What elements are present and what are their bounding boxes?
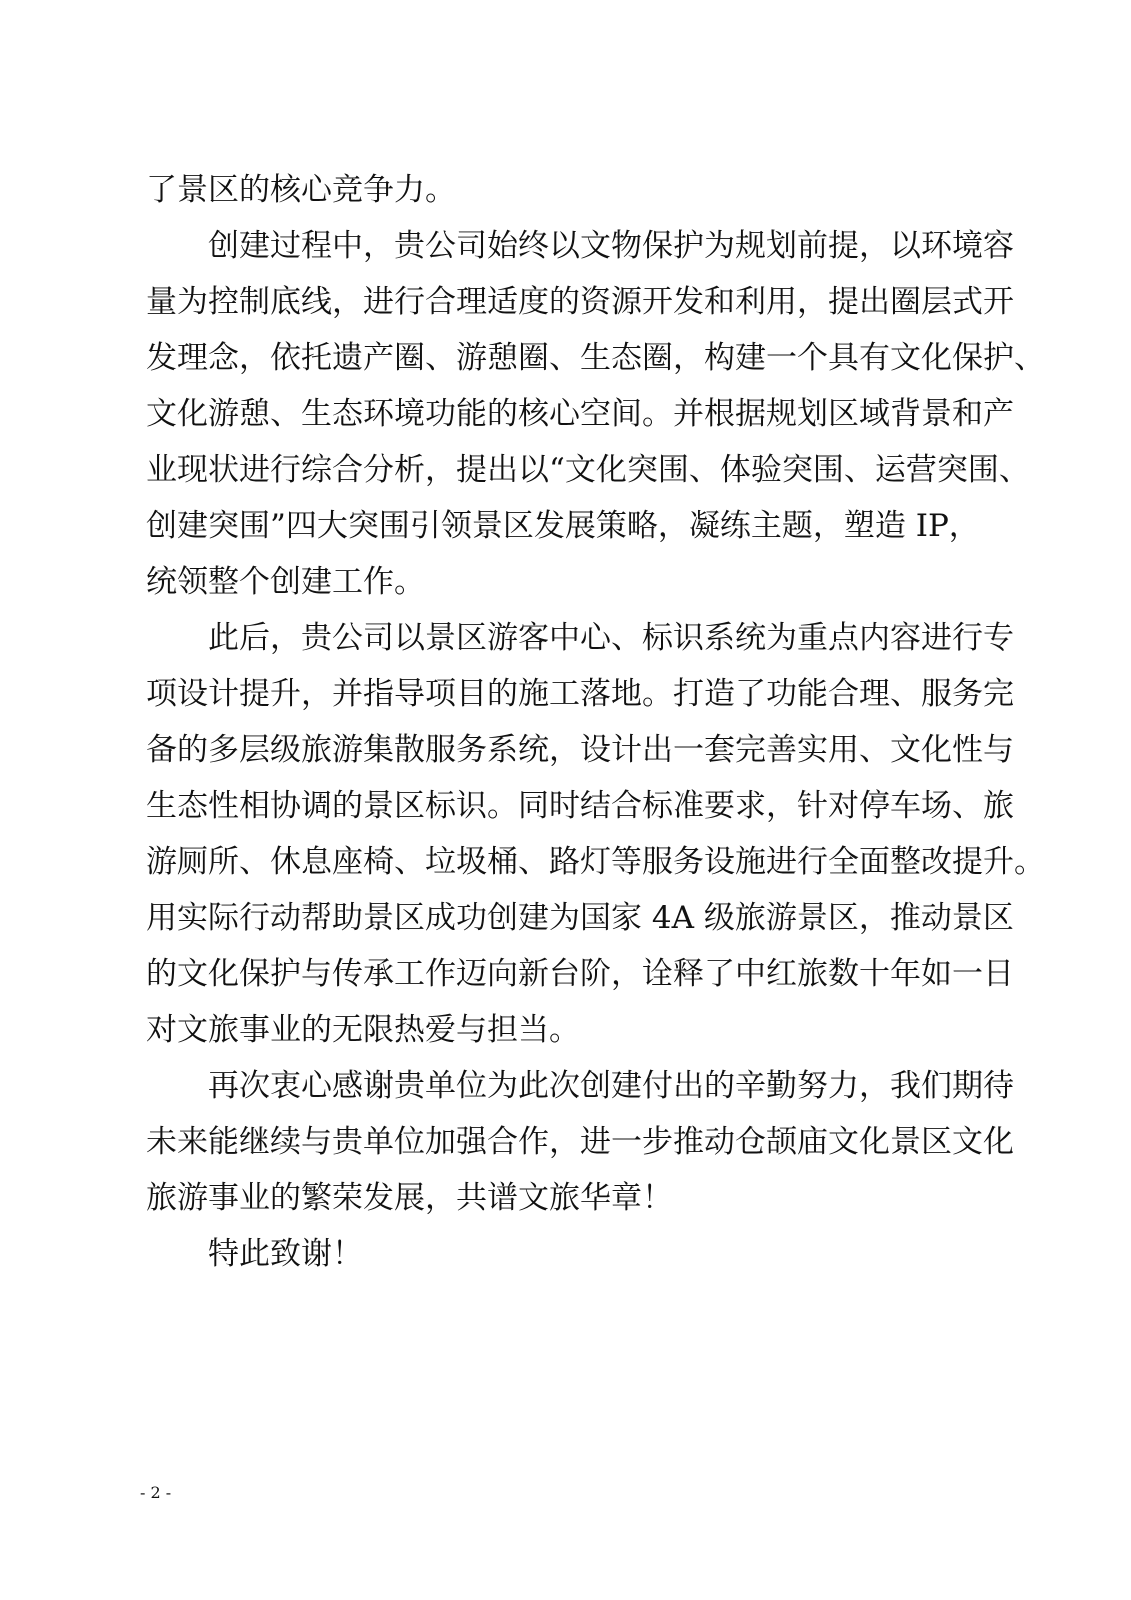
text-line: 业现状进行综合分析，提出以“文化突围、体验突围、运营突围、 — [146, 452, 1030, 488]
text-line: 生态性相协调的景区标识。同时结合标准要求，针对停车场、旅 — [146, 788, 1014, 824]
text-line: 文化游憩、生态环境功能的核心空间。并根据规划区域背景和产 — [146, 396, 1014, 432]
text-line: 创建过程中，贵公司始终以文物保护为规划前提，以环境容 — [208, 228, 1014, 264]
text-line: 对文旅事业的无限热爱与担当。 — [146, 1012, 580, 1048]
text-line: 旅游事业的繁荣发展，共谱文旅华章！ — [146, 1180, 673, 1216]
text-line: 项设计提升，并指导项目的施工落地。打造了功能合理、服务完 — [146, 676, 1014, 712]
text-line: 用实际行动帮助景区成功创建为国家 4A 级旅游景区，推动景区 — [146, 900, 1014, 936]
closing-line: 特此致谢！ — [208, 1236, 363, 1272]
text-line: 发理念，依托遗产圈、游憩圈、生态圈，构建一个具有文化保护、 — [146, 340, 1045, 376]
text-line: 未来能继续与贵单位加强合作，进一步推动仓颉庙文化景区文化 — [146, 1124, 1014, 1160]
text-line: 统领整个创建工作。 — [146, 564, 425, 600]
text-line: 了景区的核心竞争力。 — [146, 172, 456, 208]
text-line: 备的多层级旅游集散服务系统，设计出一套完善实用、文化性与 — [146, 732, 1014, 768]
text-line: 量为控制底线，进行合理适度的资源开发和利用，提出圈层式开 — [146, 284, 1014, 320]
text-line: 游厕所、休息座椅、垃圾桶、路灯等服务设施进行全面整改提升。 — [146, 844, 1045, 880]
text-line: 的文化保护与传承工作迈向新台阶，诠释了中红旅数十年如一日 — [146, 956, 1014, 992]
page-number: - 2 - — [140, 1483, 172, 1502]
text-line: 再次衷心感谢贵单位为此次创建付出的辛勤努力，我们期待 — [208, 1068, 1014, 1104]
text-line: 此后，贵公司以景区游客中心、标识系统为重点内容进行专 — [208, 620, 1014, 656]
text-line: 创建突围”四大突围引领景区发展策略，凝练主题，塑造 IP， — [146, 508, 980, 544]
